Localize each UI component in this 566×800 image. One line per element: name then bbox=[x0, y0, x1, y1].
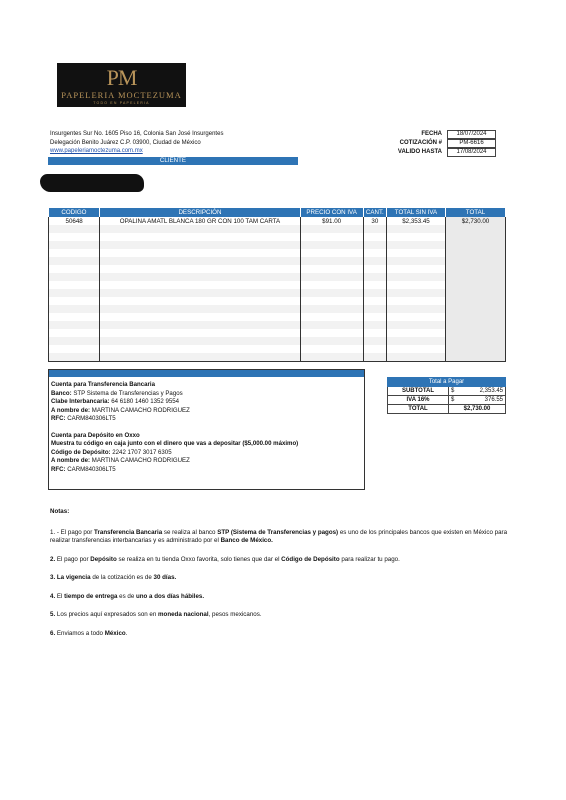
cell-empty bbox=[387, 305, 446, 313]
cell-empty bbox=[300, 241, 363, 249]
table-row-empty bbox=[49, 329, 506, 337]
cell-empty bbox=[445, 273, 505, 281]
clabe-label: Clabe Interbancaria: bbox=[51, 398, 110, 405]
items-table bbox=[48, 208, 506, 362]
cell-empty bbox=[363, 257, 386, 265]
logo-monogram: PM bbox=[106, 65, 137, 90]
rfc-value: CARM840306LT5 bbox=[67, 415, 116, 422]
note-2: 2. El pago por Depósito se realiza en tu tienda Oxxo favorita, solo tienes que dar el Código de Depósito para realizar tu pago. bbox=[50, 555, 400, 563]
cell-empty bbox=[363, 273, 386, 281]
note-1: 1. - El pago por Transferencia Bancaria se realiza al banco STP (Sistema de Transferencias y pagos) es uno de los principales bancos que existen en México para realizar transferencias interbancarias y es administrado por el Banco de México. bbox=[50, 528, 508, 544]
cell-empty bbox=[387, 273, 446, 281]
total-label: TOTAL bbox=[408, 406, 428, 412]
table-row-empty bbox=[49, 265, 506, 273]
table-row-empty bbox=[49, 233, 506, 241]
rfc2-value: CARM840306LT5 bbox=[67, 465, 116, 473]
table-row-empty bbox=[49, 337, 506, 345]
cell-codigo: 50648 bbox=[49, 217, 100, 225]
cell-empty bbox=[387, 321, 446, 329]
subtotal-row bbox=[388, 387, 506, 396]
cell-empty bbox=[300, 353, 363, 362]
cell-empty bbox=[100, 281, 300, 289]
cell-empty bbox=[49, 289, 100, 297]
notes-title: Notas: bbox=[50, 508, 70, 515]
iva-value: 376.55 bbox=[461, 396, 505, 405]
cell-empty bbox=[49, 337, 100, 345]
cell-empty bbox=[445, 241, 505, 249]
table-row-empty bbox=[49, 225, 506, 233]
oxxo-instruction: Muestra tu código en caja junto con el dinero que vas a depositar ($5,000.00 máximo) bbox=[51, 440, 299, 447]
cell-empty bbox=[49, 353, 100, 362]
cell-empty bbox=[300, 321, 363, 329]
cell-total_sin_iva: $2,353.45 bbox=[387, 217, 446, 225]
cotizacion-label: COTIZACIÓN # bbox=[399, 140, 442, 146]
valido-value: 17/08/2024 bbox=[447, 148, 496, 157]
cell-empty bbox=[49, 233, 100, 241]
cell-empty bbox=[387, 313, 446, 321]
cell-empty bbox=[387, 257, 446, 265]
cell-empty bbox=[445, 305, 505, 313]
cell-precio: $91.00 bbox=[300, 217, 363, 225]
cell-empty bbox=[300, 257, 363, 265]
cell-empty bbox=[445, 225, 505, 233]
company-website-link[interactable]: www.papeleriamoctezuma.com.mx bbox=[50, 148, 143, 154]
cell-empty bbox=[363, 313, 386, 321]
table-row-empty bbox=[49, 289, 506, 297]
table-row-empty bbox=[49, 345, 506, 353]
cell-empty bbox=[363, 233, 386, 241]
codigo-deposito-label: Código de Depósito: bbox=[51, 448, 111, 456]
cell-empty bbox=[445, 249, 505, 257]
cell-empty bbox=[300, 225, 363, 233]
totals-table bbox=[387, 377, 506, 414]
note-5: 5. Los precios aquí expresados son en moneda nacional, pesos mexicanos. bbox=[50, 611, 262, 618]
cell-empty bbox=[300, 249, 363, 257]
cell-empty bbox=[300, 265, 363, 273]
cell-empty bbox=[363, 281, 386, 289]
cell-empty bbox=[445, 265, 505, 273]
cell-empty bbox=[387, 353, 446, 362]
cell-empty bbox=[387, 329, 446, 337]
cell-empty bbox=[100, 305, 300, 313]
cell-empty bbox=[363, 249, 386, 257]
cell-empty bbox=[49, 257, 100, 265]
cell-empty bbox=[300, 273, 363, 281]
cell-empty bbox=[49, 265, 100, 273]
table-row-empty bbox=[49, 249, 506, 257]
cell-empty bbox=[49, 345, 100, 353]
payment-info-box bbox=[48, 369, 365, 490]
header-codigo: CODIGO bbox=[49, 208, 100, 217]
total-value: $2,730.00 bbox=[463, 406, 491, 412]
cell-empty bbox=[363, 289, 386, 297]
cell-empty bbox=[300, 345, 363, 353]
payment-header-bar bbox=[49, 370, 364, 377]
cell-descripcion: OPALINA AMATL BLANCA 180 GR CON 100 TAM CARTA bbox=[100, 217, 300, 225]
cell-empty bbox=[387, 233, 446, 241]
redacted-client-name bbox=[40, 174, 144, 192]
table-row-empty bbox=[49, 353, 506, 362]
cell-empty bbox=[100, 225, 300, 233]
rfc-label: RFC: bbox=[51, 415, 66, 422]
rfc2-label: RFC: bbox=[51, 465, 66, 473]
cell-empty bbox=[445, 233, 505, 241]
cell-empty bbox=[445, 345, 505, 353]
cell-empty bbox=[100, 297, 300, 305]
subtotal-currency: $ bbox=[449, 387, 462, 396]
address-line-1: Insurgentes Sur No. 1605 Piso 16, Colonia San José Insurgentes bbox=[50, 131, 224, 137]
subtotal-value: 2,353.45 bbox=[461, 387, 505, 396]
cotizacion-value: PM-6616 bbox=[447, 139, 496, 148]
cell-cant: 30 bbox=[363, 217, 386, 225]
cell-empty bbox=[300, 289, 363, 297]
iva-currency: $ bbox=[449, 396, 462, 405]
cell-total: $2,730.00 bbox=[445, 217, 505, 225]
cell-empty bbox=[445, 289, 505, 297]
cell-empty bbox=[100, 337, 300, 345]
cell-empty bbox=[363, 329, 386, 337]
cell-empty bbox=[100, 353, 300, 362]
table-row-empty bbox=[49, 281, 506, 289]
fecha-value: 18/07/2024 bbox=[447, 130, 496, 139]
banco-label: Banco: bbox=[51, 389, 72, 397]
cell-empty bbox=[100, 329, 300, 337]
cell-empty bbox=[100, 289, 300, 297]
cell-empty bbox=[100, 313, 300, 321]
cell-empty bbox=[445, 297, 505, 305]
cell-empty bbox=[387, 281, 446, 289]
cell-empty bbox=[445, 329, 505, 337]
note-3: 3. La vigencia de la cotización es de 30 días. bbox=[50, 574, 177, 581]
cell-empty bbox=[100, 345, 300, 353]
valido-label: VALIDO HASTA bbox=[397, 149, 442, 155]
banco-value: STP Sistema de Transferencias y Pagos bbox=[73, 389, 183, 397]
table-row-empty bbox=[49, 321, 506, 329]
nombre-label: A nombre de: bbox=[51, 406, 91, 414]
cell-empty bbox=[49, 281, 100, 289]
cell-empty bbox=[363, 241, 386, 249]
logo-tagline: TODO EN PAPELERIA bbox=[93, 101, 150, 105]
subtotal-label: SUBTOTAL bbox=[401, 388, 435, 394]
address-line-2: Delegación Benito Juárez C.P. 03900, Ciudad de México bbox=[50, 139, 201, 146]
nombre2-label: A nombre de: bbox=[51, 457, 91, 464]
cell-empty bbox=[49, 313, 100, 321]
cell-empty bbox=[100, 249, 300, 257]
cell-empty bbox=[100, 241, 300, 249]
cell-empty bbox=[445, 353, 505, 362]
cell-empty bbox=[387, 345, 446, 353]
iva-row bbox=[388, 396, 506, 405]
cell-empty bbox=[300, 297, 363, 305]
cell-empty bbox=[387, 297, 446, 305]
cell-empty bbox=[100, 321, 300, 329]
table-row-empty bbox=[49, 257, 506, 265]
cell-empty bbox=[49, 305, 100, 313]
items-header-row bbox=[49, 208, 506, 217]
cell-empty bbox=[387, 241, 446, 249]
cliente-header: CLIENTE bbox=[48, 157, 298, 165]
total-row bbox=[388, 405, 506, 414]
cell-empty bbox=[49, 249, 100, 257]
logo-brand: PAPELERIA MOCTEZUMA bbox=[61, 90, 182, 100]
header-total: TOTAL bbox=[445, 208, 505, 217]
cell-empty bbox=[387, 265, 446, 273]
table-row-empty bbox=[49, 241, 506, 249]
oxxo-title: Cuenta para Depósito en Oxxo bbox=[51, 431, 140, 439]
cell-empty bbox=[387, 225, 446, 233]
cell-empty bbox=[363, 225, 386, 233]
cell-empty bbox=[387, 337, 446, 345]
cell-empty bbox=[300, 313, 363, 321]
notes-section bbox=[50, 508, 510, 648]
cell-empty bbox=[363, 297, 386, 305]
cell-empty bbox=[300, 233, 363, 241]
fecha-label: FECHA bbox=[421, 131, 442, 137]
nombre-value: MARTINA CAMACHO RODRIGUEZ bbox=[91, 406, 190, 414]
cell-empty bbox=[363, 353, 386, 362]
transfer-title: Cuenta para Transferencia Bancaria bbox=[51, 381, 155, 388]
cell-empty bbox=[363, 305, 386, 313]
cell-empty bbox=[300, 305, 363, 313]
cell-empty bbox=[445, 281, 505, 289]
cell-empty bbox=[445, 321, 505, 329]
header-total-sin-iva: TOTAL SIN IVA bbox=[387, 208, 446, 217]
company-address bbox=[50, 130, 223, 156]
cell-empty bbox=[49, 225, 100, 233]
cell-empty bbox=[300, 281, 363, 289]
cell-empty bbox=[100, 257, 300, 265]
iva-label: IVA 16% bbox=[406, 397, 430, 403]
cell-empty bbox=[49, 329, 100, 337]
note-4: 4. El tiempo de entrega es de uno a dos días hábiles. bbox=[50, 592, 205, 600]
totals-header: Total a Pagar bbox=[388, 378, 506, 387]
cell-empty bbox=[49, 321, 100, 329]
cell-empty bbox=[363, 265, 386, 273]
cell-empty bbox=[363, 337, 386, 345]
cell-empty bbox=[387, 249, 446, 257]
header-descripcion: DESCRIPCIÓN bbox=[100, 208, 300, 217]
cell-empty bbox=[100, 233, 300, 241]
cell-empty bbox=[445, 337, 505, 345]
cell-empty bbox=[49, 297, 100, 305]
cell-empty bbox=[300, 337, 363, 345]
clabe-value: 64 6180 1460 1352 9554 bbox=[111, 398, 180, 405]
cell-empty bbox=[49, 273, 100, 281]
table-row-empty bbox=[49, 273, 506, 281]
header-precio: PRECIO CON IVA bbox=[300, 208, 363, 217]
cell-empty bbox=[445, 313, 505, 321]
cell-empty bbox=[445, 257, 505, 265]
company-logo bbox=[57, 63, 186, 107]
cell-empty bbox=[100, 265, 300, 273]
cell-empty bbox=[387, 289, 446, 297]
cell-empty bbox=[100, 273, 300, 281]
header-cant: CANT. bbox=[363, 208, 386, 217]
nombre2-value: MARTINA CAMACHO RODRIGUEZ bbox=[91, 457, 190, 464]
note-6: 6. Enviamos a todo México. bbox=[50, 629, 128, 637]
table-row-empty bbox=[49, 297, 506, 305]
cell-empty bbox=[363, 345, 386, 353]
table-row-empty bbox=[49, 305, 506, 313]
cell-empty bbox=[49, 241, 100, 249]
cell-empty bbox=[300, 329, 363, 337]
codigo-deposito-value: 2242 1707 3017 6305 bbox=[112, 448, 172, 456]
table-row bbox=[49, 217, 506, 225]
table-row-empty bbox=[49, 313, 506, 321]
cell-empty bbox=[363, 321, 386, 329]
